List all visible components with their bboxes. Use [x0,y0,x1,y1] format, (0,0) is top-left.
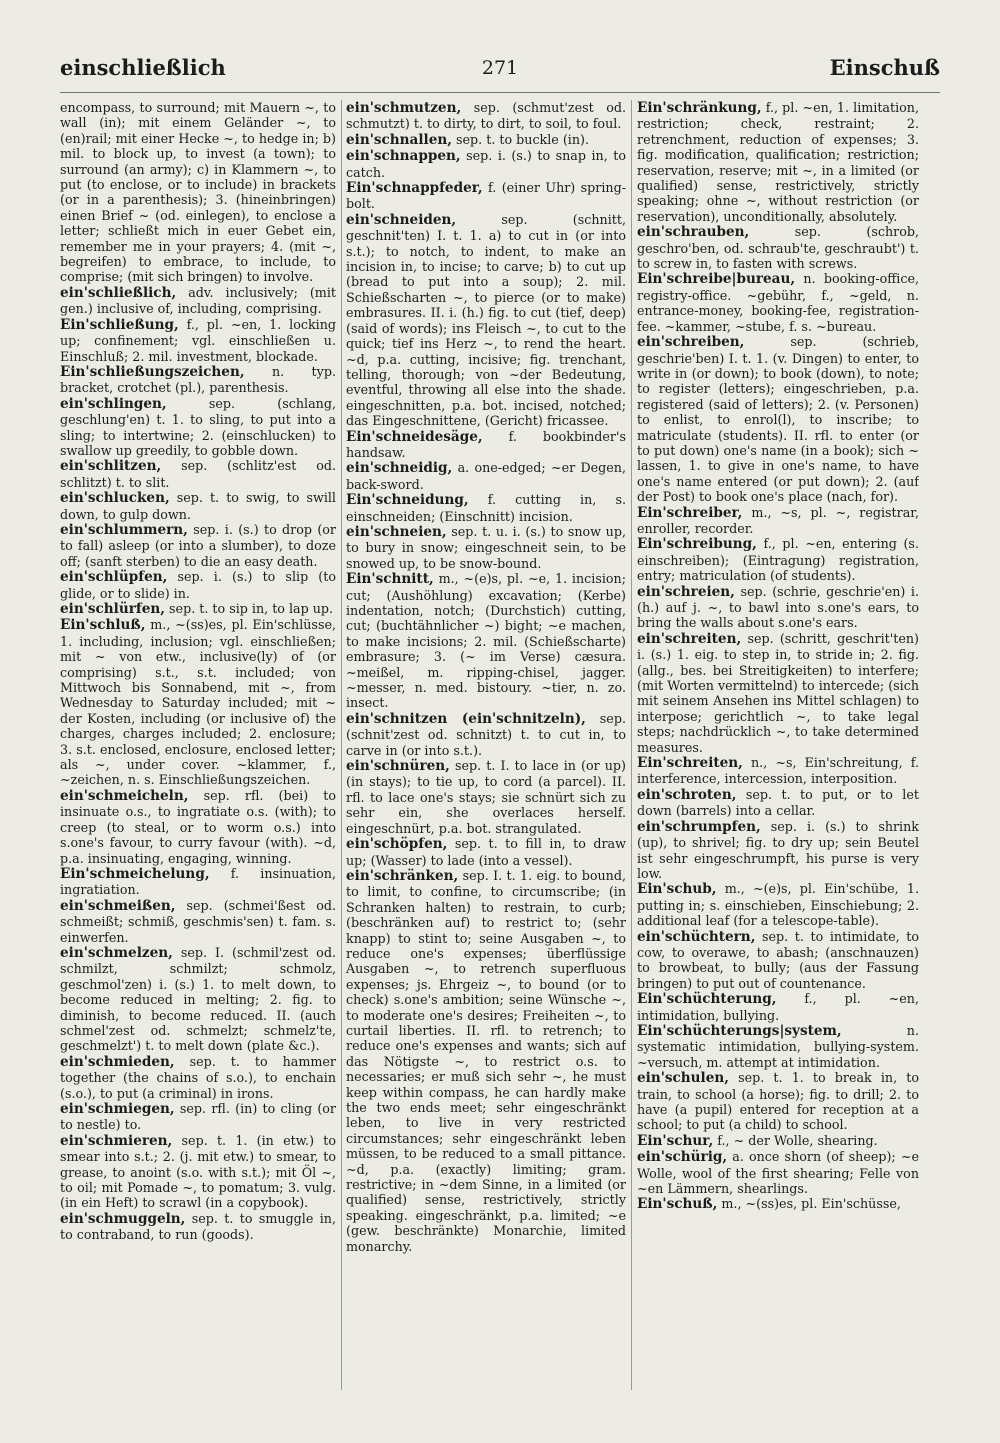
dictionary-entry [346,711,626,758]
entry-definition: sep. i. (s.) to drop (or to fall) asleep (or into a slumber), to doze off; (sanft sterben) to die an easy death. [60,521,336,569]
entry-headword: ein'schlingen, [60,395,167,412]
entry-headword: ein'schnüren, [346,758,450,775]
dictionary-entry [637,929,919,992]
dictionary-entry [637,991,919,1023]
entry-headword: ein'schlüpfen, [60,569,168,586]
entry-headword: Ein'schneidesäge, [346,428,483,445]
entry-headword: ein'schmelzen, [60,944,173,961]
dictionary-entry [60,522,336,569]
entry-definition: sep. (schlang, geschlung'en) t. 1. to sling, to put into a sling; to intertwine; 2. (einschlucken) to swallow up greedily, to gobble down. [60,395,336,458]
entry-headword: Ein'schüchterungs|system, [637,1022,842,1039]
column-3 [637,100,919,1400]
dictionary-entry [346,429,626,461]
dictionary-entry [60,1054,336,1101]
entry-definition: f. (einer Uhr) spring-bolt. [346,180,626,212]
column-2 [346,100,626,1400]
entry-definition: sep. t. to buckle (in). [456,131,590,147]
entry-definition: n. systematic intimidation, bullying-system. ~versuch, m. attempt at intimidation. [637,1022,919,1070]
entry-headword: ein'schmuggeln, [60,1210,186,1227]
entry-definition: sep. t. u. i. (s.) to snow up, to bury in snow; eingeschneit sein, to be snowed up, to be snow-bound. [346,523,626,571]
entry-headword: ein'schreiten, [637,630,742,647]
entry-definition: n. typ. bracket, crotchet (pl.), parenthesis. [60,363,336,396]
entry-headword: ein'schroten, [637,786,737,803]
entry-definition: sep. t. to smuggle in, to contraband, to run (goods). [60,1210,336,1243]
dictionary-entry [346,180,626,212]
entry-headword: Ein'schränkung, [637,100,762,116]
dictionary-entry [60,1211,336,1243]
column-divider [341,100,342,1390]
dictionary-entry [346,868,626,1254]
entry-headword: ein'schlucken, [60,490,170,507]
header-left-catchword: einschließlich [60,55,226,80]
entry-headword: ein'schnitzen (ein'schnitzeln), [346,710,586,727]
entry-headword: ein'schneiden, [346,211,457,228]
entry-definition: sep. (schrieb, geschrie'ben) I. t. 1. (v. Dingen) to enter, to write in (or down); to book (down), to note; to register (letters); eingeschrieben, p.a. registered (said of letters); 2. (v. Personen) to enlist, to enrol(l), to inscribe; to matriculate (students). II. rfl. to enter (or to put down) one's name (in a book); sich ~ lassen, 1. to give in one's name, to have one's name entered (or put down); 2. (auf der Post) to book one's place (nach, for). [637,334,919,505]
entry-definition: sep. t. 1. to break in, to train, to school (a horse); fig. to drill; 2. to have (a pupil) entered for reception at a school; to put (a child) to school. [637,1070,919,1133]
entry-headword: Ein'schneidung, [346,492,469,509]
entry-definition: sep. t. to hammer together (the chains of s.o.), to enchain (s.o.), to put (a criminal) in irons. [60,1053,336,1101]
dictionary-entry [60,788,336,866]
entry-headword: Ein'schreibe|bureau, [637,271,796,288]
dictionary-entry [637,755,919,787]
entry-definition: sep. t. to put, or to let down (barrels) into a cellar. [637,786,919,819]
entry-headword: ein'schmeicheln, [60,787,189,804]
dictionary-entry [637,584,919,631]
entry-headword: ein'schnallen, [346,131,452,148]
dictionary-entry [346,758,626,836]
dictionary-entry [637,536,919,583]
dictionary-entry [346,212,626,429]
entry-definition: n., ~s, Ein'schreitung, f. interference, intercession, interposition. [637,755,919,787]
entry-headword: ein'schrauben, [637,224,750,241]
entry-headword: ein'schmutzen, [346,100,462,116]
dictionary-entry [346,100,626,132]
entry-definition: f., pl. ~en, 1. limitation, restriction; check, restraint; 2. retrenchment, reduction of expenses; 3. fig. modification, qualification; restriction; reservation, reserve; mit ~, in a limited (or qualified) sense, restrictively, strictly speaking; ohne ~, without restriction (or reservation), unconditionally, absolutely. [637,100,919,224]
dictionary-entry [60,945,336,1054]
dictionary-entry [60,569,336,601]
entry-definition: f., ~ der Wolle, shearing. [717,1132,878,1148]
entry-definition: sep. t. to intimidate, to cow, to overawe, to abash; (anschnauzen) to browbeat, to bully; (aus der Fassung bringen) to put out of countenance. [637,928,919,991]
dictionary-entry [637,631,919,755]
dictionary-entry [637,1196,919,1212]
entry-definition: m., ~(e)s, pl. Ein'schübe, 1. putting in; s. einschieben, Einschiebung; 2. additional leaf (for a telescope-table). [637,881,919,929]
column-1 [60,100,336,1400]
dictionary-entry [637,1070,919,1133]
dictionary-entry [346,460,626,492]
dictionary-entry [60,866,336,898]
entry-definition: sep. t. to fill in, to draw up; (Wasser) to lade (into a vessel). [346,836,626,868]
entry-definition: a. once shorn (of sheep); ~e Wolle, wool of the first shearing; Felle von ~en Lämmern, shearlings. [637,1149,919,1197]
entry-definition: m., ~(ss)es, pl. Ein'schüsse, [721,1196,901,1212]
dictionary-entry [637,1149,919,1196]
entry-headword: Ein'schub, [637,881,717,898]
entry-headword: Ein'schnitt, [346,571,434,588]
entry-definition: f., pl. ~en, intimidation, bullying. [637,991,919,1023]
entry-definition: a. one-edged; ~er Degen, back-sword. [346,460,626,492]
entry-definition: sep. t. to sip in, to lap up. [169,601,334,616]
entry-definition: f. bookbinder's handsaw. [346,428,626,460]
dictionary-entry [637,881,919,928]
page-header [60,55,940,95]
entry-headword: Ein'schreibung, [637,536,757,553]
entry-definition: n. booking-office, registry-office. ~gebühr, f., ~geld, n. entrance-money, booking-fee, registration-fee. ~kammer, ~stube, f. s. ~bureau. [637,271,919,334]
dictionary-entry [637,100,919,224]
entry-definition: f., pl. ~en, 1. locking up; confinement; vgl. einschließen u. Einschluß; 2. mil. investment, blockade. [60,316,336,364]
entry-definition: sep. (schmei'ßest od. schmeißt; schmiß, geschmis'sen) t. fam. s. einwerfen. [60,897,336,945]
entry-headword: ein'schmieden, [60,1053,175,1070]
header-right-catchword: Einschuß [829,55,940,80]
entry-headword: ein'schreiben, [637,334,745,351]
dictionary-entry [346,132,626,148]
entry-definition: sep. (schnitt, geschnit'ten) I. t. 1. a) to cut in (or into s.t.); to notch, to indent, to make an incision in, to incise; to carve; b) to cut up (bread to put into a soup); 2. mil. Schießscharten ~, to pierce (or to make) embrasures. II. i. (h.) fig. to cut (tief, deep) (said of words); ins Fleisch ~, to cut to the quick; tief ins Herz ~, to rend the heart. ~d, p.a. cutting, incisive; fig. trenchant, telling, thorough; von ~der Bedeutung, eventful, throwing all else into the shade. eingeschnitten, p.a. bot. incised, notched; das Eingeschnittene, (Gericht) fricassee. [346,211,626,429]
entry-headword: Ein'schüchterung, [637,991,777,1008]
entry-headword: ein'schulen, [637,1070,729,1087]
dictionary-entry [60,617,336,787]
dictionary-entry [60,317,336,364]
entry-definition: sep. i. (s.) to snap in, to catch. [346,148,626,180]
entry-definition: sep. (schnit'zest od. schnitzt) t. to cut in, to carve in (or into s.t.). [346,710,626,758]
entry-definition: sep. t. 1. (in etw.) to smear into s.t.; 2. (j. mit etw.) to smear, to grease, to anoint (s.o. with s.t.); mit Öl ~, to oil; mit Pomade ~, to pomatum; 3. vulg. (in ein Heft) to scrawl (in a copybook). [60,1132,336,1211]
dictionary-entry [346,571,626,711]
entry-headword: ein'schränken, [346,867,459,884]
entry-headword: ein'schlürfen, [60,601,165,617]
entry-definition: adv. inclusively; (mit gen.) inclusive of, including, comprising. [60,284,336,317]
entry-definition: sep. (schrie, geschrie'en) i. (h.) auf j. ~, to bawl into s.one's ears, to bring the walls about s.one's ears. [637,583,919,631]
entry-definition: sep. rfl. (bei) to insinuate o.s., to ingratiate o.s. (with); to creep (to steal, or to worm o.s.) into s.one's favour, to curry favour (with). ~d, p.a. insinuating, engaging, winning. [60,787,336,866]
entry-headword: ein'schneidig, [346,460,453,477]
dictionary-entry [637,224,919,271]
entry-headword: Ein'schur, [637,1132,714,1149]
dictionary-entry [60,490,336,522]
dictionary-entry [60,364,336,396]
entry-definition: f. cutting in, s. einschneiden; (Einschnitt) incision. [346,492,626,524]
dictionary-entry [346,492,626,524]
entry-definition: sep. (schlitz'est od. schlitzt) t. to slit. [60,458,336,490]
entry-headword: ein'schneien, [346,523,447,540]
dictionary-entry [346,148,626,180]
entry-headword: ein'schüchtern, [637,928,756,945]
entry-definition: m., ~s, pl. ~, registrar, enroller, recorder. [637,504,919,536]
column-divider [631,100,632,1390]
dictionary-entry [637,1023,919,1070]
dictionary-entry [60,458,336,490]
header-rule [60,92,940,93]
entry-headword: ein'schließlich, [60,284,177,301]
entry-headword: Ein'schließung, [60,316,179,333]
entry-headword: ein'schmieren, [60,1132,173,1149]
entry-headword: ein'schöpfen, [346,836,448,853]
page-number: 271 [481,57,519,79]
entry-headword: ein'schrumpfen, [637,818,761,835]
dictionary-entry [637,334,919,504]
entry-headword: ein'schreien, [637,583,735,600]
dictionary-entry [637,505,919,537]
entry-headword: ein'schlitzen, [60,458,162,475]
entry-definition: sep. t. to swig, to swill down, to gulp down. [60,490,336,522]
entry-definition: sep. t. I. to lace in (or up) (in stays); to tie up, to cord (a parcel). II. rfl. to lace one's stays; sie schnürt sich zu sehr ein, she overlaces herself. eingeschnürt, p.a. bot. strangulated. [346,758,626,836]
dictionary-entry [60,1101,336,1133]
entry-headword: ein'schmeißen, [60,897,176,914]
dictionary-entry [637,1133,919,1149]
dictionary-entry [60,285,336,317]
entry-definition: sep. I. t. 1. eig. to bound, to limit, to confine, to circumscribe; (in Schranken halten) to restrain, to curb; (beschränken auf) to restrict to; (sehr knapp) to stint to; seine Ausgaben ~, to reduce one's expenses; überflüssige Ausgaben ~, to retrench superfluous expenses; js. Ehrgeiz ~, to bound (or to check) s.one's ambition; seine Wünsche ~, to moderate one's desires; Freiheiten ~, to curtail liberties. II. rfl. to retrench; to reduce one's expenses and wants; sich auf das Nötigste ~, to restrict o.s. to necessaries; er muß sich sehr ~, he must keep within compass, he can hardly make the two ends meet; sehr eingeschränkt leben, to live in very restricted circumstances; sehr eingeschränkt leben müssen, to be reduced to a small pittance. ~d, p.a. (exactly) limiting; gram. restrictive; in ~dem Sinne, in a limited (or qualified) sense, restrictively, strictly speaking. eingeschränkt, p.a. limited; ~e (gew. beschränkte) Monarchie, limited monarchy. [346,867,626,1254]
entry-headword: ein'schürig, [637,1149,728,1166]
entry-definition: sep. rfl. (in) to cling (or to nestle) to. [60,1101,336,1133]
dictionary-entry [637,787,919,819]
entry-headword: Ein'schreiber, [637,504,743,521]
dictionary-entry [60,898,336,945]
entry-headword: Ein'schließungszeichen, [60,363,245,380]
dictionary-entry [637,819,919,882]
entry-definition: sep. (schmut'zest od. schmutzt) t. to dirty, to dirt, to soil, to foul. [346,100,626,132]
entry-headword: Ein'schreiten, [637,755,743,772]
dictionary-entry [60,601,336,617]
dictionary-entry [346,836,626,868]
entry-definition: m., ~(e)s, pl. ~e, 1. incision; cut; (Aushöhlung) excavation; (Kerbe) indentation, notch; (Durchstich) cutting, cut; (buchtähnlicher ~) bight; ~e machen, to make incisions; 2. mil. (Schießscharte) embrasure; 3. (~ im Verse) cæsura. ~meißel, m. ripping-chisel, jagger. ~messer, n. med. bistoury. ~tier, n. zo. insect. [346,571,626,711]
entry-definition: sep. i. (s.) to slip (to glide, or to slide) in. [60,569,336,601]
entry-headword: Ein'schnappfeder, [346,180,483,197]
dictionary-entry [637,271,919,334]
dictionary-entry [60,1133,336,1211]
entry-headword: Ein'schluß, [60,617,146,634]
entry-definition: f., pl. ~en, entering (s. einschreiben); (Eintragung) registration, entry; matriculation (of students). [637,536,919,584]
entry-headword: ein'schnappen, [346,148,461,165]
entry-definition: sep. (schrob, geschro'ben, od. schraub'te, geschraubt') t. to screw in, to fasten with screws. [637,224,919,272]
entry-definition: sep. i. (s.) to shrink (up), to shrivel; fig. to dry up; sein Beutel ist sehr eingeschrumpft, his purse is very low. [637,818,919,881]
entry-headword: ein'schlummern, [60,521,188,538]
entry-definition: m., ~(ss)es, pl. Ein'schlüsse, 1. including, inclusion; vgl. einschließen; mit ~ von etw., inclusive(ly) of (or comprising) s.t., s.t. included; von Mittwoch bis Sonnabend, mit ~, from Wednesday to Saturday included; mit ~ der Kosten, including (or inclusive of) the charges, charges included; 2. enclosure; 3. s.t. enclosed, enclosure, enclosed letter; als ~, under cover. ~klammer, f., ~zeichen, n. s. Einschließungszeichen. [60,617,336,788]
entry-definition: f. insinuation, ingratiation. [60,865,336,898]
entry-definition: sep. (schritt, geschrit'ten) i. (s.) 1. eig. to step in, to stride in; 2. fig. (allg., bes. bei Streitigkeiten) to interfere; (mit Worten vermittelnd) to intercede; (sich mit seinem Ansehen ins Mittel schlagen) to interpose; gerichtlich ~, to take legal steps; nachdrücklich ~, to take determined measures. [637,630,919,755]
entry-definition: encompass, to surround; mit Mauern ~, to wall (in); mit einem Geländer ~, to (en)rail; mit einer Hecke ~, to hedge in; b) mil. to block up, to invest (a town); to surround (an army); c) in Klammern ~, to put (to enclose, or to include) in brackets (or in a parenthesis); 3. (hineinbringen) einen Brief ~ (od. einlegen), to enclose a letter; schließt mich in euer Gebet ein, remember me in your prayers; 4. (mit ~, begreifen) to embrace, to include, to comprise; (mit sich bringen) to involve. [60,100,336,285]
dictionary-entry [60,396,336,459]
entry-headword: ein'schmiegen, [60,1101,175,1117]
entry-definition: sep. I. (schmil'zest od. schmilzt, schmilzt; schmolz, geschmol'zen) i. (s.) 1. to melt down, to become reduced in melting; 2. fig. to diminish, to become reduced. II. (auch schmel'zest od. schmelzt; schmelz'te, geschmelzt') t. to melt down (plate &c.). [60,944,336,1054]
dictionary-entry [346,524,626,571]
dictionary-entry [60,100,336,285]
entry-headword: Ein'schmeichelung, [60,865,210,882]
entry-headword: Ein'schuß, [637,1196,718,1213]
